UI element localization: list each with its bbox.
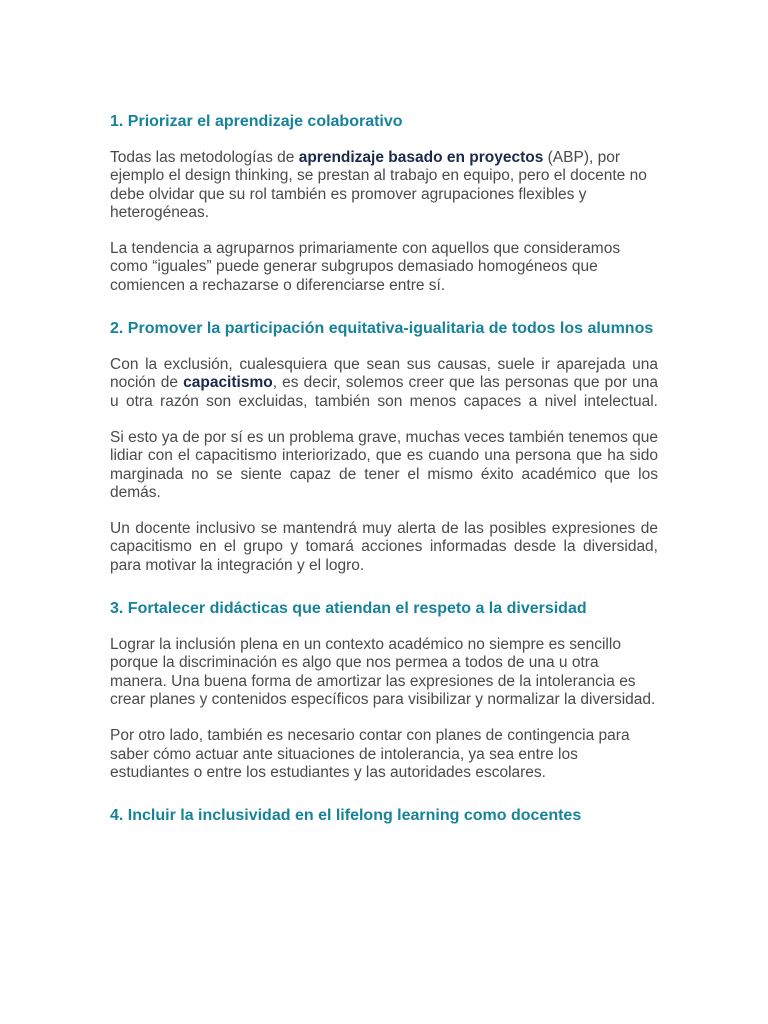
- paragraph: Si esto ya de por sí es un problema grave, muchas veces también tenemos que lidiar con el capacitismo interiorizado, que es cuando una persona que ha sido marginada no se siente capaz de tener el mismo éxito académico que los demás.: [110, 428, 658, 501]
- paragraph: La tendencia a agruparnos primariamente con aquellos que consideramos como “iguales” puede generar subgrupos demasiado homogéneos que comiencen a rechazarse o diferenciarse entre sí.: [110, 240, 621, 294]
- emphasis-text: capacitismo: [183, 374, 273, 392]
- paragraph: Un docente inclusivo se mantendrá muy alerta de las posibles expresiones de capacitismo en el grupo y tomará acciones informadas desde la diversidad, para motivar la integración y el logro.: [110, 520, 658, 574]
- section-heading-4: 4. Incluir la inclusividad en el lifelong learning como docentes: [110, 807, 582, 825]
- paragraph: [110, 149, 658, 222]
- paragraph: [110, 356, 658, 411]
- emphasis-text: aprendizaje basado en proyectos: [298, 149, 544, 166]
- paragraph: Lograr la inclusión plena en un contexto académico no siempre es sencillo porque la discriminación es algo que nos permea a todos de una u otra manera. Una buena forma de amortizar las expresiones de la intolerancia es crear planes y contenidos específicos para visibilizar y normalizar la diversidad.: [110, 636, 656, 708]
- paragraph-text: (ABP), por ejemplo el design thinking, se prestan al trabajo en equipo, pero el docente no debe olvidar que su rol también es promover agrupaciones flexibles y heterogéneas.: [110, 149, 647, 221]
- paragraph: Por otro lado, también es necesario contar con planes de contingencia para saber cómo actuar ante situaciones de intolerancia, ya sea entre los estudiantes o entre los estudiantes y las autoridades escolares.: [110, 727, 630, 781]
- paragraph-text: , es decir, solemos creer que las personas que por una u otra razón son excluidas, también son menos capaces a nivel intelectual.: [110, 374, 658, 410]
- section-heading-3: 3. Fortalecer didácticas que atiendan el respeto a la diversidad: [110, 600, 587, 618]
- section-heading-1: 1. Priorizar el aprendizaje colaborativo: [110, 113, 403, 130]
- document-content: [110, 112, 658, 825]
- paragraph-text: Con la exclusión, cualesquiera que sean sus causas, suele ir aparejada una noción de: [110, 356, 658, 392]
- paragraph-text: Todas las metodologías de: [110, 149, 299, 166]
- section-heading-2: 2. Promover la participación equitativa-igualitaria de todos los alumnos: [110, 320, 654, 338]
